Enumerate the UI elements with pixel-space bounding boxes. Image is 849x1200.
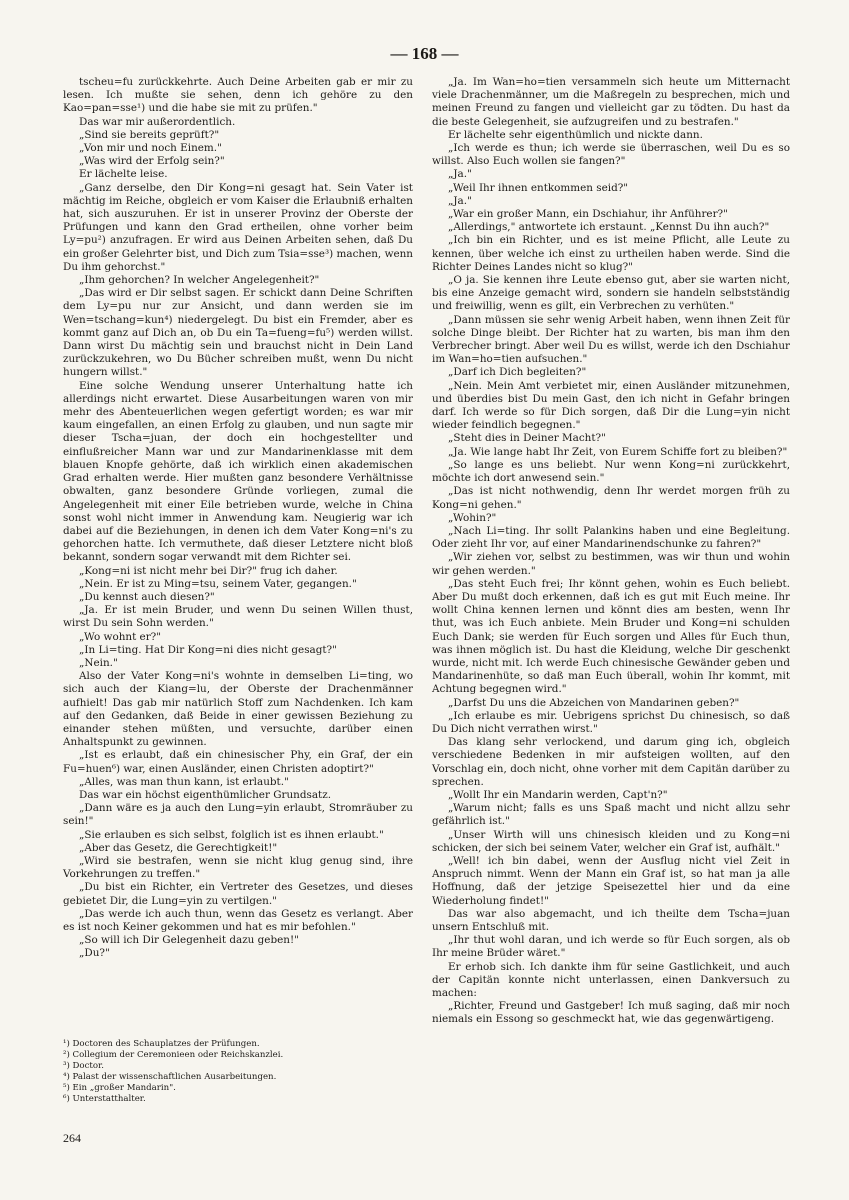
paragraph: „Richter, Freund und Gastgeber! Ich muß saging, daß mir noch niemals ein Essong so geschmeckt hat, wie das gegenwärtigeng. xyxy=(432,1000,790,1026)
footnote: ⁶) Unterstatthalter. xyxy=(63,1094,146,1104)
paragraph: „Du kennst auch diesen?" xyxy=(79,590,215,603)
paragraph: „Das steht Euch frei; Ihr könnt gehen, wohin es Euch beliebt. Aber Du mußt doch erkennen, daß ich es gut mit Euch meine. Ihr wollt China kennen lernen und könnt dies am besten, wenn Ihr thut, was ich Euch anbiete. Mein Bruder und Kong=ni schulden Euch Dank; sie werden für Euch sorgen und Alles für Euch thun, was ihnen möglich ist. Du hast die Kleidung, welche Dir geschenkt wurde, nicht mit. Ich werde Euch chinesische Gewänder geben und Mandarinenhüte, so daß man Euch überall, wohin Ihr kommt, mit Achtung begegnen wird." xyxy=(432,577,790,696)
paragraph: „Wir ziehen vor, selbst zu bestimmen, was wir thun und wohin wir gehen werden." xyxy=(432,551,790,577)
paragraph: „Ihr thut wohl daran, und ich werde so für Euch sorgen, als ob Ihr meine Brüder wäret." xyxy=(432,934,790,960)
paragraph: „Das ist nicht nothwendig, denn Ihr werdet morgen früh zu Kong=ni gehen." xyxy=(432,485,790,511)
paragraph: „Ich bin ein Richter, und es ist meine Pflicht, alle Leute zu kennen, über welche ich einst zu urtheilen haben werde. Sind die Richter Deines Landes nicht so klug?" xyxy=(432,234,790,273)
footnote: ²) Collegium der Ceremonieen oder Reichskanzlei. xyxy=(63,1050,284,1060)
paragraph: „Was wird der Erfolg sein?" xyxy=(79,155,225,168)
paragraph: Er lächelte sehr eigenthümlich und nickte dann. xyxy=(448,128,703,141)
paragraph: Eine solche Wendung unserer Unterhaltung hatte ich allerdings nicht erwartet. Diese Ausarbeitungen waren von mir mehr des Abenteuerlichen wegen gefertigt worden; es war mir kaum eingefallen, an einen Erfolg zu glauben, und nun sagte mir dieser Tscha=juan, der doch ein hochgestellter und einflußreicher Mann war und zur Mandarinenklasse mit dem blauen Knopfe gehörte, daß ich wirklich einen akademischen Grad erhalten werde. Hier mußten ganz besondere Verhältnisse obwalten, ganz besondere Gründe vorliegen, zumal die Angelegenheit mit einer Eile betrieben wurde, welche in China sonst wohl nicht immer in Anwendung kam. Neugierig war ich dabei auf die Beziehungen, in denen ich dem Vater Kong=ni's zu gehorchen hatte. Ich vermuthete, daß dieser Letztere nicht bloß bekannt, sondern sogar verwandt mit dem Richter sei. xyxy=(63,379,413,564)
footnote: ⁵) Ein „großer Mandarin". xyxy=(63,1083,176,1093)
paragraph: „Wohin?" xyxy=(448,511,497,524)
paragraph: „Du bist ein Richter, ein Vertreter des Gesetzes, und dieses gebietet Dir, die Lung=yin zu vertilgen." xyxy=(63,881,413,907)
paragraph: „Allerdings," antwortete ich erstaunt. „Kennst Du ihn auch?" xyxy=(448,221,770,234)
paragraph: „Ja. Wie lange habt Ihr Zeit, von Eurem Schiffe fort zu bleiben?" xyxy=(448,445,788,458)
paragraph: „Ja." xyxy=(448,168,472,181)
paragraph: „Ihm gehorchen? In welcher Angelegenheit?" xyxy=(79,274,320,287)
paragraph: „Darfst Du uns die Abzeichen von Mandarinen geben?" xyxy=(448,696,740,709)
paragraph: „Dann wäre es ja auch den Lung=yin erlaubt, Stromräuber zu sein!" xyxy=(63,802,413,828)
paragraph: „Ja. Er ist mein Bruder, und wenn Du seinen Willen thust, wirst Du sein Sohn werden." xyxy=(63,604,413,630)
paragraph: „Ja. Im Wan=ho=tien versammeln sich heute um Mitternacht viele Drachenmänner, um die Maßregeln zu besprechen, mich und meinen Freund zu fangen und vielleicht gar zu tödten. Du hast da die beste Gelegenheit, sie aufzugreifen und zu bestrafen." xyxy=(432,76,790,128)
paragraph: „Das werde ich auch thun, wenn das Gesetz es verlangt. Aber es ist noch Keiner gekommen und hat es mir befohlen." xyxy=(63,907,413,933)
paragraph: „Ich werde es thun; ich werde sie überraschen, weil Du es so willst. Also Euch wollen sie fangen?" xyxy=(432,142,790,168)
paragraph: „Wollt Ihr ein Mandarin werden, Capt'n?" xyxy=(448,788,668,801)
right-column xyxy=(432,76,790,1027)
paragraph: „Nach Li=ting. Ihr sollt Palankins haben und eine Begleitung. Oder zieht Ihr vor, auf einer Mandarinendschunke zu fahren?" xyxy=(432,524,790,551)
paragraph: „Sind sie bereits geprüft?" xyxy=(79,128,220,141)
paragraph: „Kong=ni ist nicht mehr bei Dir?" frug ich daher. xyxy=(79,564,338,577)
paragraph: „Ja." xyxy=(448,194,472,207)
paragraph: Das klang sehr verlockend, und darum ging ich, obgleich verschiedene Bedenken in mir aufsteigen wollten, auf den Vorschlag ein, doch nicht, ohne vorher mit dem Capitän darüber zu sprechen. xyxy=(432,736,790,788)
paragraph: „Ganz derselbe, den Dir Kong=ni gesagt hat. Sein Vater ist mächtig im Reiche, obgleich er vom Kaiser die Erlaubniß erhalten hat, sich auszuruhen. Er ist in unserer Provinz der Oberste der Prüfungen und kann den Grad ertheilen, ohne vorher beim Ly=pu²) anzufragen. Er wird aus Deinen Arbeiten sehen, daß Du ein großer Gelehrter bist, und Dich zum Tsia=sse³) machen, wenn Du ihm gehorchst." xyxy=(63,181,413,273)
paragraph: Das war also abgemacht, und ich theilte dem Tscha=juan unsern Entschluß mit. xyxy=(432,907,790,933)
paragraph: Das war mir außerordentlich. xyxy=(79,115,236,128)
footnotes xyxy=(63,1039,393,1105)
paragraph: Also der Vater Kong=ni's wohnte in demselben Li=ting, wo sich auch der Kiang=lu, der Oberste der Drachenmänner aufhielt! Das gab mir natürlich Stoff zum Nachdenken. Ich kam auf den Gedanken, daß Beide in einer gewissen Beziehung zu einander stehen müßten, und versuchte, darüber einen Anhaltspunkt zu gewinnen. xyxy=(63,670,413,749)
paragraph: „Aber das Gesetz, die Gerechtigkeit!" xyxy=(79,841,278,854)
paragraph: „Dann müssen sie sehr wenig Arbeit haben, wenn ihnen Zeit für solche Dinge bleibt. Der Richter hat zu warten, bis man ihm den Verbrecher bringt. Aber weil Du es willst, werde ich den Dschiahur im Wan=ho=tien aufsuchen." xyxy=(432,313,790,366)
paragraph: „In Li=ting. Hat Dir Kong=ni dies nicht gesagt?" xyxy=(79,643,337,656)
footnote: ¹) Doctoren des Schauplatzes der Prüfungen. xyxy=(63,1039,260,1049)
paragraph: „Nein. Mein Amt verbietet mir, einen Ausländer mitzunehmen, und überdies bist Du mein Gast, den ich nicht in Gefahr bringen darf. Ich werde so für Dich sorgen, daß Dir die Lung=yin nicht wieder feindlich begegnen." xyxy=(432,379,790,432)
paragraph: „Darf ich Dich begleiten?" xyxy=(448,366,587,379)
footnote: ⁴) Palast der wissenschaftlichen Ausarbeitungen. xyxy=(63,1072,277,1082)
paragraph: „Weil Ihr ihnen entkommen seid?" xyxy=(448,181,629,194)
paragraph: „Nein." xyxy=(79,656,118,669)
paragraph: „Von mir und noch Einem." xyxy=(79,142,222,155)
paragraph: „Ist es erlaubt, daß ein chinesischer Phy, ein Graf, der ein Fu=huen⁶) war, einen Ausländer, einen Christen adoptirt?" xyxy=(63,749,413,775)
footnote: ³) Doctor. xyxy=(63,1061,104,1071)
paragraph: „So lange es uns beliebt. Nur wenn Kong=ni zurückkehrt, möchte ich dort anwesend sein." xyxy=(432,458,790,485)
paragraph: Er erhob sich. Ich dankte ihm für seine Gastlichkeit, und auch der Capitän konnte nicht unterlassen, einen Dankversuch zu machen: xyxy=(432,960,790,1000)
paragraph: „Well! ich bin dabei, wenn der Ausflug nicht viel Zeit in Anspruch nimmt. Wenn der Mann ein Graf ist, so hat man ja alle Hoffnung, daß der jetzige Speisezettel hier und da eine Wiederholung findet!" xyxy=(432,854,790,907)
left-column xyxy=(63,76,413,961)
paragraph: „Das wird er Dir selbst sagen. Er schickt dann Deine Schriften dem Ly=pu nur zur Ansicht, und dann werden sie im Wen=tschang=kun⁴) niedergelegt. Du bist ein Fremder, aber es kommt ganz auf Dich an, ob Du ein Ta=fueng=fu⁵) werden willst. Dann wirst Du mächtig sein und brauchst nicht in Dein Land zurückzukehren, wo Du Bücher schreiben mußt, wenn Du nicht hungern willst." xyxy=(63,287,413,379)
paragraph: „Steht dies in Deiner Macht?" xyxy=(448,432,606,445)
paragraph: „Ich erlaube es mir. Uebrigens sprichst Du chinesisch, so daß Du Dich nicht verrathen wirst." xyxy=(432,709,790,735)
paragraph: „Wird sie bestrafen, wenn sie nicht klug genug sind, ihre Vorkehrungen zu treffen." xyxy=(63,854,413,881)
paragraph: „Warum nicht; falls es uns Spaß macht und nicht allzu sehr gefährlich ist." xyxy=(432,802,790,828)
paragraph: „Wo wohnt er?" xyxy=(79,630,162,643)
paragraph: „Sie erlauben es sich selbst, folglich ist es ihnen erlaubt." xyxy=(79,828,384,841)
paragraph: „Nein. Er ist zu Ming=tsu, seinem Vater, gegangen." xyxy=(79,577,357,590)
page-number: — 168 — xyxy=(390,44,459,63)
issue-number: 264 xyxy=(63,1131,81,1145)
paragraph: Er lächelte leise. xyxy=(79,168,168,181)
paragraph: „Unser Wirth will uns chinesisch kleiden und zu Kong=ni schicken, der sich bei seinem Vater, welcher ein Graf ist, aufhält." xyxy=(432,828,790,854)
paragraph: „Alles, was man thun kann, ist erlaubt." xyxy=(79,775,289,788)
paragraph: „War ein großer Mann, ein Dschiahur, ihr Anführer?" xyxy=(448,208,728,221)
paragraph: Das war ein höchst eigenthümlicher Grundsatz. xyxy=(79,788,331,801)
paragraph: „O ja. Sie kennen ihre Leute ebenso gut, aber sie warten nicht, bis eine Anzeige gemacht wird, sondern sie handeln selbstständig und freiwillig, wenn es gilt, ein Verbrechen zu verhüten." xyxy=(432,274,790,313)
paragraph: „Du?" xyxy=(79,947,110,960)
paragraph: tscheu=fu zurückkehrte. Auch Deine Arbeiten gab er mir zu lesen. Ich mußte sie sehen, denn ich gehöre zu den Kao=pan=sse¹) und die habe sie mit zu prüfen." xyxy=(63,76,413,115)
paragraph: „So will ich Dir Gelegenheit dazu geben!" xyxy=(79,934,299,947)
